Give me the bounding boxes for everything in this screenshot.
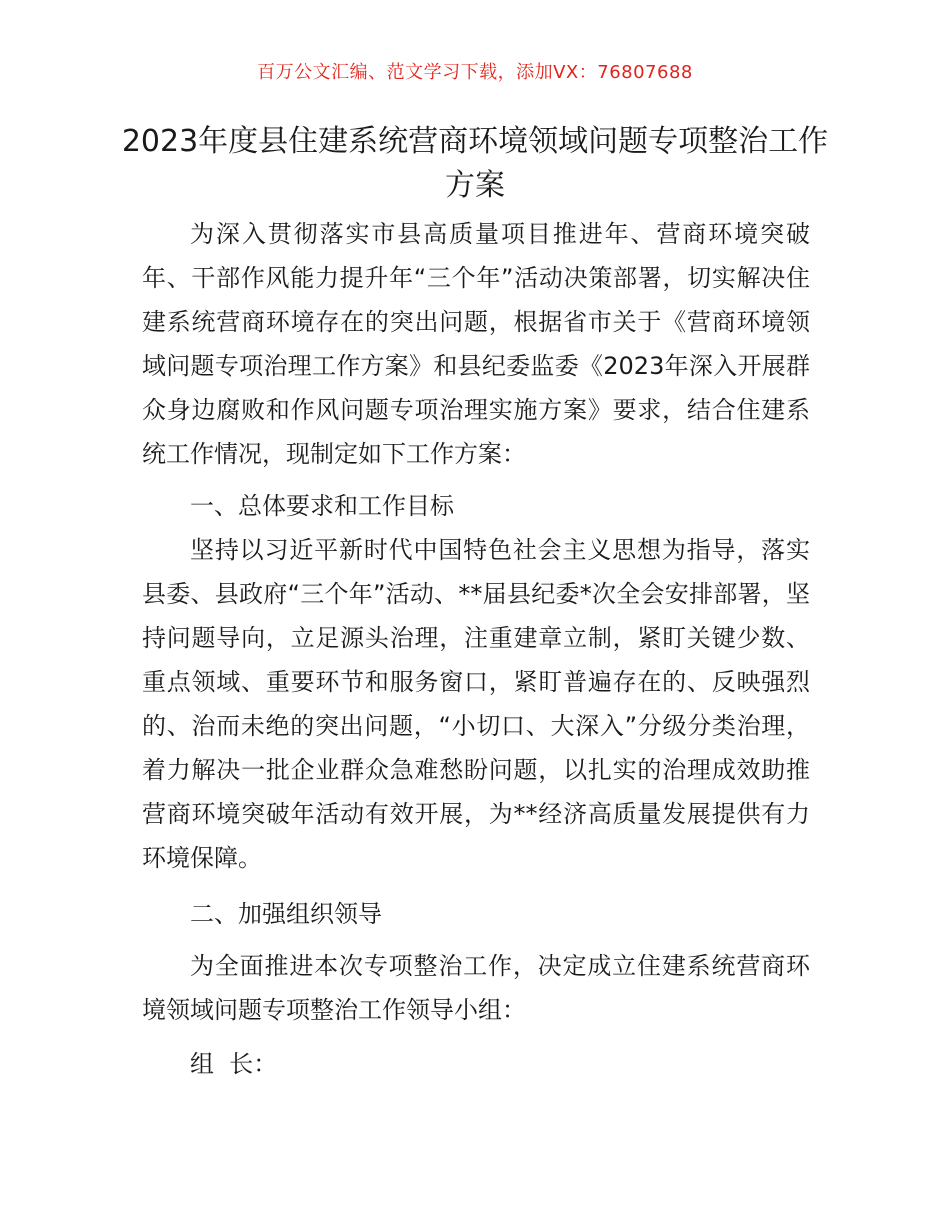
- group-leader-label: 组 长：: [190, 1050, 278, 1078]
- watermark-header: 百万公文汇编、范文学习下载，添加VX：76807688: [257, 62, 693, 83]
- section-2-heading: 二、加强组织领导: [190, 900, 382, 928]
- section-2-paragraph: 为全面推进本次专项整治工作，决定成立住建系统营商环境领域问题专项整治工作领导小组：: [142, 952, 810, 1024]
- section-1-heading: 一、总体要求和工作目标: [190, 492, 454, 520]
- intro-paragraph: 为深入贯彻落实市县高质量项目推进年、营商环境突破年、干部作风能力提升年“三个年”活动决策部署，切实解决住建系统营商环境存在的突出问题，根据省市关于《营商环境领域问题专项治理工作方案》和县纪委监委《2023年深入开展群众身边腐败和作风问题专项治理实施方案》要求，结合住建系统工作情况，现制定如下工作方案：: [142, 220, 810, 468]
- document-title: 2023年度县住建系统营商环境领域问题专项整治工作方案: [121, 124, 829, 203]
- section-1-paragraph: 坚持以习近平新时代中国特色社会主义思想为指导，落实县委、县政府“三个年”活动、**届县纪委*次全会安排部署，坚持问题导向，立足源头治理，注重建章立制，紧盯关键少数、重点领域、重要环节和服务窗口，紧盯普遍存在的、反映强烈的、治而未绝的突出问题，“小切口、大深入”分级分类治理，着力解决一批企业群众急难愁盼问题，以扎实的治理成效助推营商环境突破年活动有效开展，为**经济高质量发展提供有力环境保障。: [142, 536, 810, 872]
